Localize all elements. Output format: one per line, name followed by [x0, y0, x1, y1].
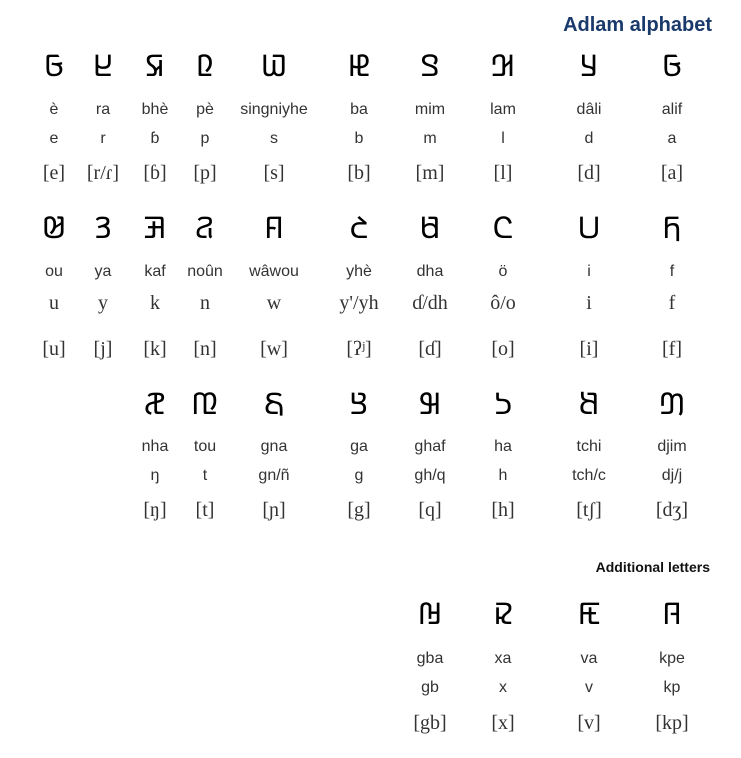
adlam-glyph: 𞤎 — [349, 211, 369, 246]
latin-transliteration: gb — [421, 679, 439, 696]
ipa-value: [p] — [193, 162, 217, 184]
letter-name: ga — [350, 438, 368, 455]
latin-transliteration: u — [49, 292, 59, 314]
latin-transliteration: f — [668, 292, 676, 314]
ipa-value: [h] — [491, 499, 515, 521]
letter-name: alif — [661, 101, 683, 118]
ipa-value: [o] — [491, 338, 515, 360]
ipa-value: [r/ɾ] — [86, 162, 120, 184]
letter-name: ö — [498, 263, 508, 280]
ipa-value: [ɲ] — [262, 499, 286, 521]
adlam-glyph: 𞤍 — [419, 211, 441, 246]
adlam-glyph: 𞤋 — [577, 211, 601, 246]
latin-transliteration: x — [499, 679, 507, 696]
latin-transliteration: s — [270, 130, 278, 147]
adlam-glyph: 𞤄 — [347, 49, 371, 84]
letter-name: dâli — [576, 101, 602, 118]
ipa-value: [u] — [42, 338, 66, 360]
adlam-glyph: 𞤔 — [658, 387, 686, 422]
letter-name: tchi — [576, 438, 602, 455]
latin-transliteration: i — [586, 292, 592, 314]
latin-transliteration: m — [423, 130, 437, 147]
ipa-value: [x] — [491, 712, 515, 734]
latin-transliteration: w — [266, 292, 282, 314]
ipa-value: [gb] — [413, 712, 447, 734]
page-title: Adlam alphabet — [563, 14, 712, 36]
adlam-glyph: 𞤖 — [493, 387, 513, 422]
letter-name: gba — [416, 650, 444, 667]
letter-name: singniyhe — [240, 101, 308, 118]
latin-transliteration: gn/ñ — [258, 467, 290, 484]
letter-name: i — [587, 263, 591, 280]
latin-transliteration: gh/q — [414, 467, 446, 484]
ipa-value: [tʃ] — [576, 499, 602, 521]
adlam-glyph: 𞤂 — [490, 49, 516, 84]
letter-name: pè — [196, 101, 214, 118]
adlam-glyph: 𞤈 — [92, 49, 114, 84]
ipa-value: [ɗ] — [418, 338, 442, 360]
latin-transliteration: b — [354, 130, 364, 147]
letter-name: lam — [490, 101, 516, 118]
latin-transliteration: r — [100, 130, 106, 147]
letter-name: kpe — [659, 650, 685, 667]
latin-transliteration: kp — [663, 679, 681, 696]
adlam-glyph: 𞤅 — [260, 49, 288, 84]
latin-transliteration: v — [585, 679, 593, 696]
latin-transliteration: t — [202, 467, 208, 484]
latin-transliteration: y'/yh — [339, 292, 379, 314]
latin-transliteration: ɗ/dh — [412, 292, 448, 314]
letter-name: f — [669, 263, 675, 280]
adlam-glyph: 𞤞 — [493, 597, 513, 632]
latin-transliteration: n — [200, 292, 210, 314]
latin-transliteration: ɓ — [150, 130, 160, 147]
letter-name: mim — [414, 101, 446, 118]
letter-name: è — [49, 101, 59, 118]
ipa-value: [b] — [347, 162, 371, 184]
letter-name: bhè — [141, 101, 169, 118]
ipa-value: [n] — [193, 338, 217, 360]
adlam-glyph: 𞤓 — [41, 211, 67, 246]
letter-name: xa — [494, 650, 512, 667]
adlam-glyph: 𞤌 — [492, 211, 514, 246]
ipa-value: [q] — [418, 499, 442, 521]
letter-name: ba — [350, 101, 368, 118]
ipa-value: [t] — [195, 499, 215, 521]
latin-transliteration: y — [98, 292, 108, 314]
letter-name: ha — [494, 438, 512, 455]
adlam-glyph: 𞤝 — [577, 597, 601, 632]
adlam-glyph: 𞤐 — [195, 211, 215, 246]
adlam-glyph: 𞤃 — [420, 49, 440, 84]
latin-transliteration: l — [501, 130, 505, 147]
ipa-value: [g] — [347, 499, 371, 521]
adlam-glyph: 𞤀 — [661, 49, 683, 84]
latin-transliteration: tch/c — [572, 467, 606, 484]
latin-transliteration: a — [667, 130, 677, 147]
adlam-glyph: 𞤁 — [579, 49, 599, 84]
adlam-glyph: 𞤏 — [264, 211, 284, 246]
letter-name: noûn — [187, 263, 223, 280]
adlam-glyph: 𞤒 — [94, 211, 112, 246]
latin-transliteration: ô/o — [490, 292, 516, 314]
adlam-glyph: 𞤙 — [263, 387, 285, 422]
adlam-glyph: 𞤜 — [662, 597, 682, 632]
ipa-value: [e] — [42, 162, 66, 184]
ipa-value: [k] — [143, 338, 167, 360]
ipa-value: [ɓ] — [143, 162, 167, 184]
adlam-glyph: 𞤊 — [662, 211, 682, 246]
adlam-glyph: 𞤚 — [191, 387, 219, 422]
adlam-glyph: 𞤇 — [145, 49, 165, 84]
latin-transliteration: k — [150, 292, 160, 314]
adlam-glyph: 𞤛 — [144, 387, 166, 422]
ipa-value: [m] — [415, 162, 445, 184]
letter-name: ou — [45, 263, 63, 280]
additional-letters-heading: Additional letters — [595, 559, 710, 575]
letter-name: va — [580, 650, 598, 667]
adlam-glyph: 𞤆 — [195, 49, 215, 84]
adlam-glyph: 𞤟 — [417, 597, 443, 632]
letter-name: nha — [141, 438, 169, 455]
letter-name: djim — [657, 438, 687, 455]
ipa-value: [v] — [577, 712, 601, 734]
ipa-value: [l] — [493, 162, 513, 184]
latin-transliteration: g — [354, 467, 364, 484]
latin-transliteration: e — [49, 130, 59, 147]
letter-name: ra — [95, 101, 111, 118]
latin-transliteration: ŋ — [150, 467, 160, 484]
adlam-glyph: 𞤀 — [43, 49, 65, 84]
ipa-value: [ŋ] — [143, 499, 167, 521]
ipa-value: [j] — [93, 338, 113, 360]
letter-name: ghaf — [414, 438, 446, 455]
ipa-value: [f] — [662, 338, 682, 360]
letter-name: tou — [193, 438, 217, 455]
adlam-glyph: 𞤘 — [349, 387, 369, 422]
adlam-glyph: 𞤑 — [143, 211, 167, 246]
letter-name: kaf — [144, 263, 166, 280]
ipa-value: [ʔʲ] — [346, 338, 372, 360]
ipa-value: [dʒ] — [655, 499, 689, 521]
latin-transliteration: h — [498, 467, 508, 484]
ipa-value: [w] — [260, 338, 288, 360]
adlam-glyph: 𞤕 — [578, 387, 600, 422]
ipa-value: [s] — [263, 162, 285, 184]
letter-name: dha — [416, 263, 444, 280]
latin-transliteration: p — [200, 130, 210, 147]
ipa-value: [i] — [579, 338, 599, 360]
latin-transliteration: d — [584, 130, 594, 147]
letter-name: yhè — [346, 263, 372, 280]
adlam-glyph: 𞤗 — [418, 387, 442, 422]
ipa-value: [d] — [577, 162, 601, 184]
ipa-value: [a] — [660, 162, 684, 184]
latin-transliteration: dj/j — [661, 467, 683, 484]
letter-name: wâwou — [249, 263, 299, 280]
ipa-value: [kp] — [655, 712, 689, 734]
letter-name: ya — [94, 263, 112, 280]
letter-name: gna — [260, 438, 288, 455]
